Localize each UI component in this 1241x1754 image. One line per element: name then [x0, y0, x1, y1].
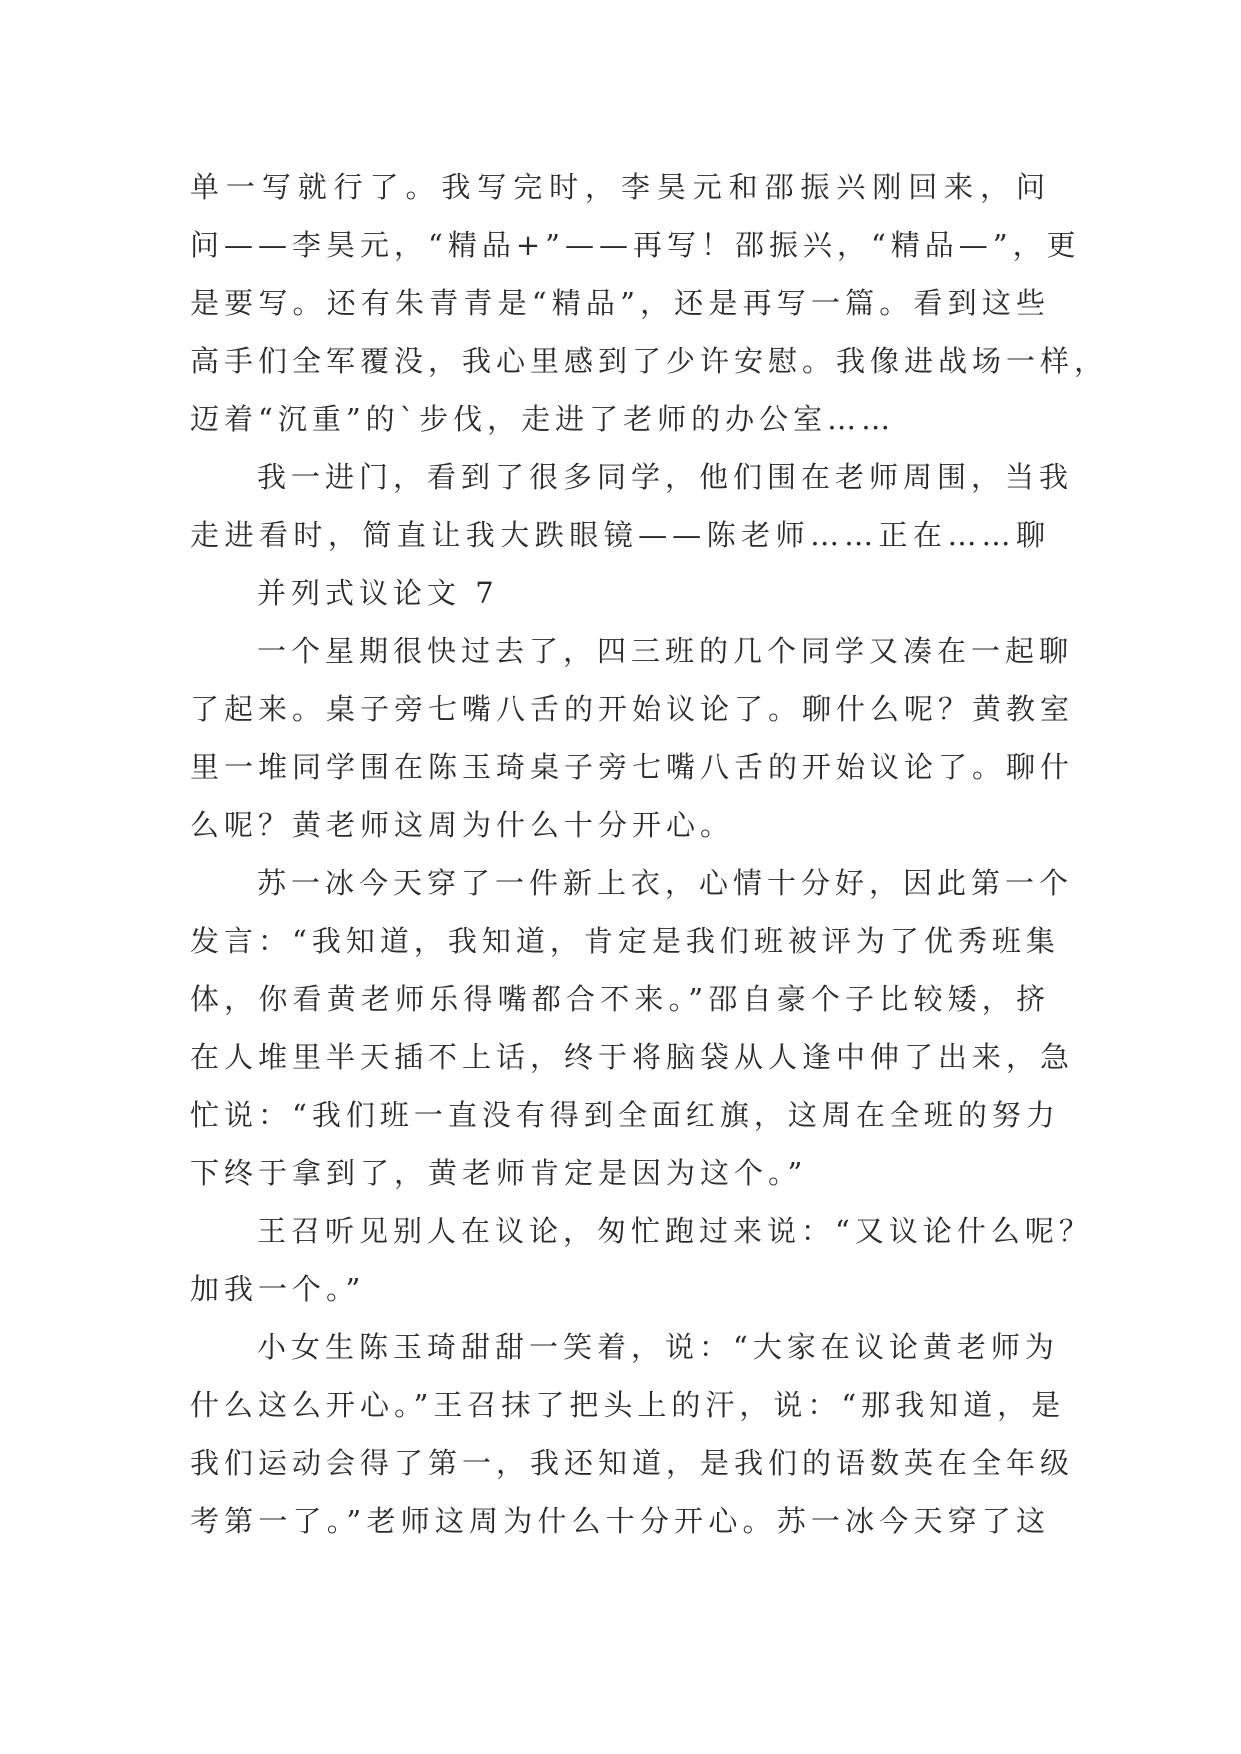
paragraph-first-line: 王召听见别人在议论，匆忙跑过来说：“又议论什么呢？	[257, 1214, 1093, 1248]
text-line: 单一写就行了。我写完时，李昊元和邵振兴刚回来，问	[190, 170, 1050, 204]
text-line: 走进看时，简直让我大跌眼镜——陈老师……正在……聊	[190, 518, 1050, 552]
text-line: 么呢？黄老师这周为什么十分开心。	[190, 808, 735, 842]
text-line: 发言：“我知道，我知道，肯定是我们班被评为了优秀班集	[190, 924, 1060, 958]
text-line: 加我一个。”	[190, 1272, 366, 1306]
text-line: 高手们全军覆没，我心里感到了少许安慰。我像进战场一样，	[190, 344, 1109, 378]
text-line: 我们运动会得了第一，我还知道，是我们的语数英在全年级	[190, 1446, 1075, 1480]
document-body	[190, 158, 1109, 1550]
text-line: 迈着“沉重”的`步伐，走进了老师的办公室……	[190, 402, 896, 436]
paragraph-first-line: 苏一冰今天穿了一件新上衣，心情十分好，因此第一个	[257, 866, 1074, 900]
text-line: 里一堆同学围在陈玉琦桌子旁七嘴八舌的开始议论了。聊什	[190, 750, 1075, 784]
text-line: 什么这么开心。”王召抹了把头上的汗，说：“那我知道，是	[190, 1388, 1066, 1422]
text-line: 在人堆里半天插不上话，终于将脑袋从人逢中伸了出来，急	[190, 1040, 1075, 1074]
text-line: 下终于拿到了，黄老师肯定是因为这个。”	[190, 1156, 808, 1190]
section-heading: 并列式议论文 7	[257, 576, 499, 610]
text-line: 体，你看黄老师乐得嘴都合不来。”邵自豪个子比较矮，挤	[190, 982, 1050, 1016]
text-line: 是要写。还有朱青青是“精品”，还是再写一篇。看到这些	[190, 286, 1050, 320]
paragraph-first-line: 一个星期很快过去了，四三班的几个同学又凑在一起聊	[257, 634, 1074, 668]
paragraph-first-line: 我一进门，看到了很多同学，他们围在老师周围，当我	[257, 460, 1074, 494]
text-line: 了起来。桌子旁七嘴八舌的开始议论了。聊什么呢？黄教室	[190, 692, 1075, 726]
text-line: 考第一了。”老师这周为什么十分开心。苏一冰今天穿了这	[190, 1504, 1050, 1538]
paragraph-first-line: 小女生陈玉琦甜甜一笑着，说：“大家在议论黄老师为	[257, 1330, 1059, 1364]
text-line: 问——李昊元，“精品+”——再写！邵振兴，“精品—”，更	[190, 228, 1081, 262]
text-line: 忙说：“我们班一直没有得到全面红旗，这周在全班的努力	[190, 1098, 1060, 1132]
